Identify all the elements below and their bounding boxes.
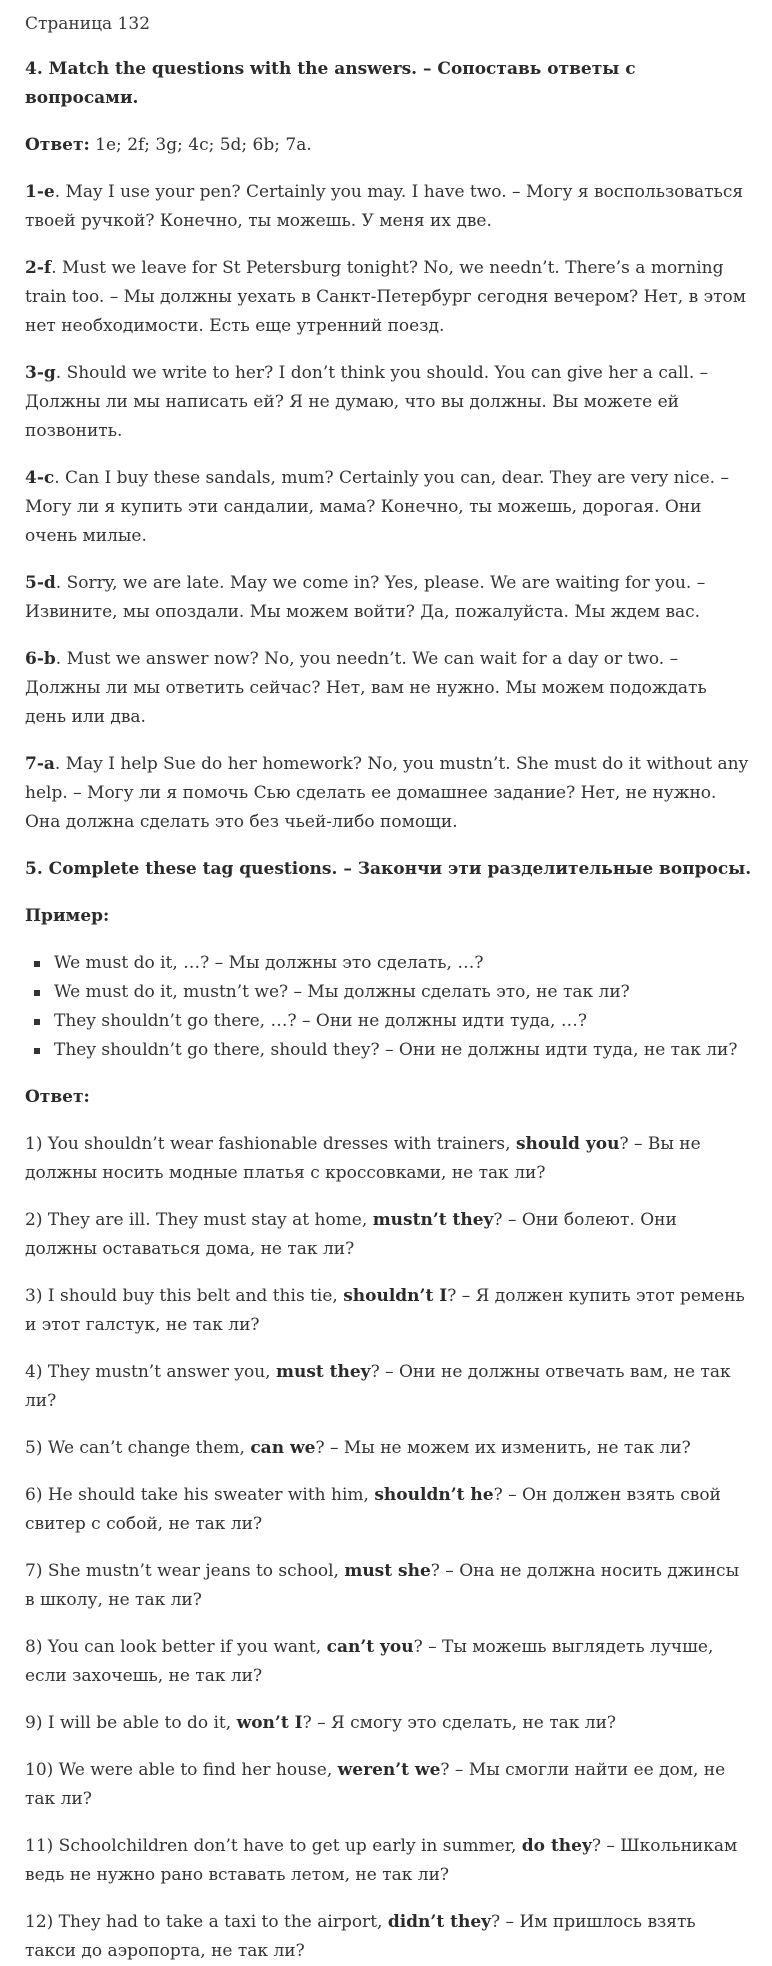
task4-item — [25, 178, 752, 236]
answer-tag: must they — [275, 1362, 371, 1382]
answer-sentence: 5) We can’t change them, — [25, 1438, 251, 1458]
task4-heading: 4. Match the questions with the answers. – Сопоставь ответы с вопросами. — [25, 59, 636, 108]
answer-sentence: 11) Schoolchildren don’t have to get up early in summer, — [25, 1836, 522, 1856]
task4-answer-label: Ответ: — [25, 135, 90, 155]
answer-sentence: 4) They mustn’t answer you, — [25, 1362, 276, 1382]
task4-item — [25, 359, 752, 446]
task4-item-text: . Must we leave for St Petersburg tonight? No, we needn’t. There’s a morning train too. – Мы должны уехать в Санкт-Петербург сегодня вечером? Нет, в этом нет необходимости. Есть еще утренний поезд. — [25, 258, 746, 336]
task5-answer-item — [25, 1832, 752, 1890]
answer-tag: should you — [515, 1134, 620, 1154]
task5-example-label: Пример: — [25, 906, 110, 926]
answer-sentence: 3) I should buy this belt and this tie, — [25, 1286, 344, 1306]
answer-translation: ? – Она не должна носить джинсы в школу, не так ли? — [25, 1561, 740, 1610]
answer-translation: ? – Они болеют. Они должны оставаться дома, не так ли? — [25, 1210, 677, 1259]
task4-item — [25, 750, 752, 837]
task4-item-text: . May I use your pen? Certainly you may. I have two. – Могу я воспользоваться твоей ручкой? Конечно, ты можешь. У меня их две. — [25, 182, 744, 231]
task4-item-text: . Can I buy these sandals, mum? Certainly you can, dear. They are very nice. – Могу ли я купить эти сандалии, мама? Конечно, ты можешь, дорогая. Они очень милые. — [25, 468, 729, 546]
task4-item — [25, 645, 752, 732]
page-number-label: Страница 132 — [25, 14, 151, 34]
task4-item-key: 7-a — [25, 754, 55, 774]
answer-sentence: 10) We were able to find her house, — [25, 1760, 338, 1780]
answer-sentence: 1) You shouldn’t wear fashionable dresses with trainers, — [25, 1134, 516, 1154]
answer-tag: shouldn’t I — [343, 1286, 448, 1306]
task5-answer-item — [25, 1633, 752, 1691]
task4-item-key: 6-b — [25, 649, 56, 669]
task4-item-text: . May I help Sue do her homework? No, you mustn’t. She must do it without any help. – Могу ли я помочь Сью сделать ее домашнее задание? Нет, не нужно. Она должна сделать это без чьей-либо помощи. — [25, 754, 749, 832]
task4-item — [25, 464, 752, 551]
task4-item-key: 4-c — [25, 468, 55, 488]
task5-answer-item — [25, 1908, 752, 1966]
example-item: We must do it, mustn’t we? – Мы должны сделать это, не так ли? — [54, 978, 752, 1007]
task5-answer-item — [25, 1557, 752, 1615]
answer-translation: ? – Я должен купить этот ремень и этот галстук, не так ли? — [25, 1286, 745, 1335]
task5-answer-item — [25, 1206, 752, 1264]
task4-item-key: 2-f — [25, 258, 52, 278]
task5-answer-heading — [25, 1083, 752, 1112]
answer-translation: ? – Вы не должны носить модные платья с кроссовками, не так ли? — [25, 1134, 701, 1183]
task5-answer-item — [25, 1434, 752, 1463]
answer-tag: weren’t we — [337, 1760, 441, 1780]
task4-item-text: . Should we write to her? I don’t think you should. You can give her a call. – Должны ли мы написать ей? Я не думаю, что вы должны. Вы можете ей позвонить. — [25, 363, 709, 441]
task5-answer-item — [25, 1358, 752, 1416]
answer-tag: must she — [344, 1561, 431, 1581]
answer-sentence: 7) She mustn’t wear jeans to school, — [25, 1561, 345, 1581]
answer-translation: ? – Мы смогли найти ее дом, не так ли? — [25, 1760, 726, 1809]
answer-sentence: 12) They had to take a taxi to the airport, — [25, 1912, 388, 1932]
answer-translation: ? – Он должен взять свой свитер с собой, не так ли? — [25, 1485, 721, 1534]
task4-item-key: 3-g — [25, 363, 56, 383]
task5-answer-item — [25, 1282, 752, 1340]
task4-answer — [25, 131, 752, 160]
answer-translation: ? – Мы не можем их изменить, не так ли? — [315, 1438, 691, 1458]
answer-tag: do they — [521, 1836, 592, 1856]
answer-translation: ? – Они не должны отвечать вам, не так ли? — [25, 1362, 731, 1411]
example-item: They shouldn’t go there, …? – Они не должны идти туда, …? — [54, 1007, 752, 1036]
answer-translation: ? – Школьникам ведь не нужно рано вставать летом, не так ли? — [25, 1836, 738, 1885]
task5-answer-label: Ответ: — [25, 1087, 90, 1107]
task4-item-key: 5-d — [25, 573, 56, 593]
answer-tag: shouldn’t he — [374, 1485, 494, 1505]
task5-heading: 5. Complete these tag questions. – Закончи эти разделительные вопросы. — [25, 859, 752, 879]
task4-item-key: 1-e — [25, 182, 55, 202]
answer-sentence: 6) He should take his sweater with him, — [25, 1485, 375, 1505]
answer-tag: won’t I — [236, 1713, 303, 1733]
answer-tag: can we — [250, 1438, 316, 1458]
answer-tag: mustn’t they — [372, 1210, 494, 1230]
answer-sentence: 9) I will be able to do it, — [25, 1713, 237, 1733]
task5-answer-item — [25, 1481, 752, 1539]
task5-example-list — [25, 949, 752, 1065]
task5-example-heading — [25, 902, 752, 931]
task4-item-text: . Sorry, we are late. May we come in? Yes, please. We are waiting for you. – Извините, мы опоздали. Мы можем войти? Да, пожалуйста. Мы ждем вас. — [25, 573, 706, 622]
answer-tag: can’t you — [326, 1637, 414, 1657]
task4-answer-value: 1e; 2f; 3g; 4c; 5d; 6b; 7a. — [89, 135, 312, 155]
answer-translation: ? – Ты можешь выглядеть лучше, если захочешь, не так ли? — [25, 1637, 714, 1686]
example-item: We must do it, …? – Мы должны это сделать, …? — [54, 949, 752, 978]
task4-item-text: . Must we answer now? No, you needn’t. We can wait for a day or two. – Должны ли мы ответить сейчас? Нет, вам не нужно. Мы можем подождать день или два. — [25, 649, 707, 727]
task5-answer-item — [25, 1130, 752, 1188]
answer-sentence: 8) You can look better if you want, — [25, 1637, 327, 1657]
task4-item — [25, 254, 752, 341]
answer-sentence: 2) They are ill. They must stay at home, — [25, 1210, 373, 1230]
answer-translation: ? – Я смогу это сделать, не так ли? — [302, 1713, 617, 1733]
task5-answer-item — [25, 1756, 752, 1814]
answer-translation: ? – Им пришлось взять такси до аэропорта, не так ли? — [25, 1912, 696, 1961]
example-item: They shouldn’t go there, should they? – Они не должны идти туда, не так ли? — [54, 1036, 752, 1065]
answer-tag: didn’t they — [387, 1912, 492, 1932]
task4-item — [25, 569, 752, 627]
task5-answer-item — [25, 1709, 752, 1738]
